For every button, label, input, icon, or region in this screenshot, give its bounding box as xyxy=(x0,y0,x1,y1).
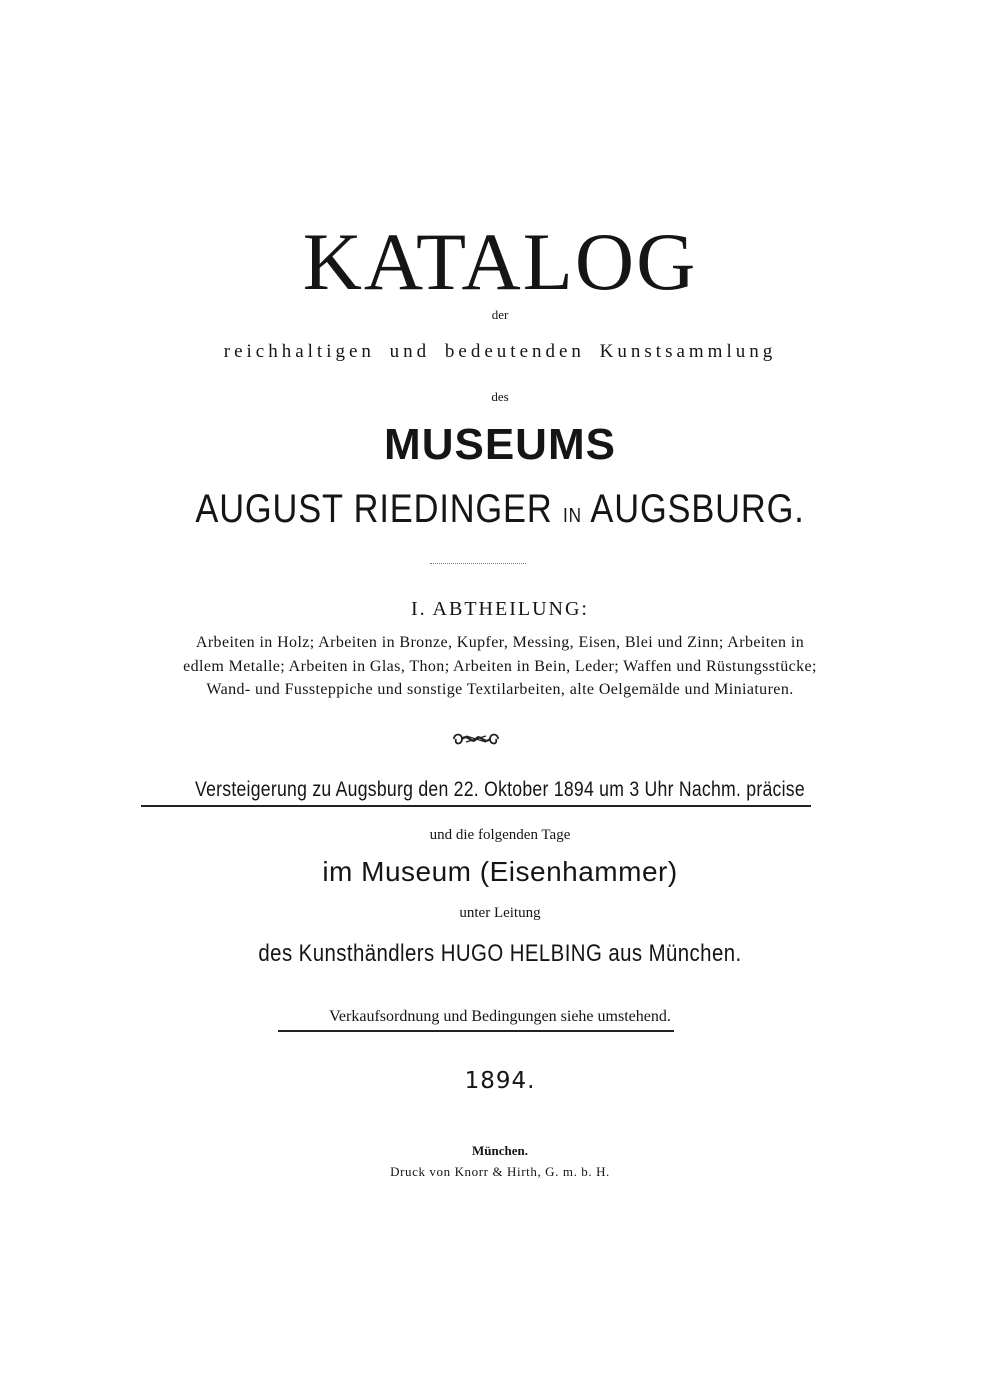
publication-year: 1894. xyxy=(464,1068,536,1094)
collection-subtitle: reichhaltigen und bedeutenden Kunstsammlung xyxy=(223,341,777,362)
conditions-underline xyxy=(278,1030,674,1032)
ornamental-flourish-icon xyxy=(450,729,502,749)
section-heading: I. ABTHEILUNG: xyxy=(411,598,589,620)
article-des: des xyxy=(491,389,509,404)
article-der: der xyxy=(491,307,509,322)
printer-imprint: Druck von Knorr & Hirth, G. m. b. H. xyxy=(390,1164,610,1179)
description-line-3: Wand- und Fussteppiche und sonstige Textilarbeiten, alte Oelgemälde und Miniaturen. xyxy=(206,681,794,698)
auction-underline xyxy=(141,805,811,807)
dotted-divider xyxy=(430,563,526,564)
sale-conditions: Verkaufsordnung und Bedingungen siehe umstehend. xyxy=(329,1008,671,1025)
following-days: und die folgenden Tage xyxy=(429,827,571,843)
owner-in: IN xyxy=(562,505,582,527)
owner-city: AUGSBURG. xyxy=(590,487,805,531)
catalog-title: KATALOG xyxy=(302,216,698,307)
venue: im Museum (Eisenhammer) xyxy=(322,856,678,887)
under-direction: unter Leitung xyxy=(459,905,541,921)
auction-date-line: Versteigerung zu Augsburg den 22. Oktober 1894 um 3 Uhr Nachm. präcise xyxy=(195,778,805,801)
owner-name: AUGUST RIEDINGER xyxy=(195,487,553,531)
description-line-2: edlem Metalle; Arbeiten in Glas, Thon; Arbeiten in Bein, Leder; Waffen und Rüstungsstücke; xyxy=(183,658,817,675)
museums-heading: MUSEUMS xyxy=(384,420,616,469)
art-dealer: des Kunsthändlers HUGO HELBING aus München. xyxy=(258,940,742,967)
description-line-1: Arbeiten in Holz; Arbeiten in Bronze, Kupfer, Messing, Eisen, Blei und Zinn; Arbeiten in xyxy=(195,634,805,651)
printer-city: München. xyxy=(472,1143,528,1158)
museum-owner-line xyxy=(70,487,930,532)
